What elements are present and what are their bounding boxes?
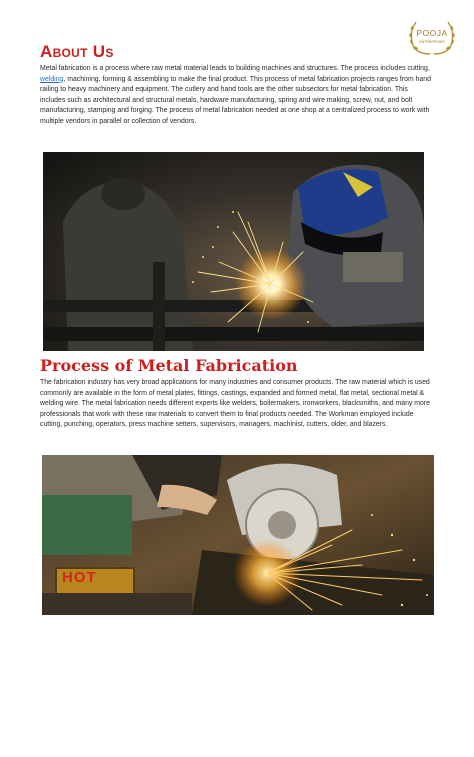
about-paragraph bbox=[40, 64, 432, 128]
about-text-end: , machining, forming & assembling to make the final product. This process of metal fabrication projects ranges from hand railing to heavy machinery and equipment. The cutlery and hand tools are the other subsectors for metal fabrication. This includes such as architectural and structural metals, hardware manufacturing, spring and wire making, screw, nut, and bolt manufacturing, stamping and forging. The process of metal fabrication needed at one shop at a centralized process to work with multiple vendors in parallel or collection of vendors. bbox=[40, 75, 431, 125]
logo-name: POOJA bbox=[416, 28, 448, 38]
hot-sign-text: HOT bbox=[62, 569, 97, 586]
about-text-start: Metal fabrication is a process where raw metal material leads to building machines and structures. The process includes cutting, bbox=[40, 65, 430, 72]
grinding-photo bbox=[42, 455, 434, 615]
about-heading: About Us bbox=[40, 42, 114, 61]
welding-photo bbox=[43, 152, 424, 351]
logo-tagline: ENTERPRISES bbox=[419, 40, 445, 44]
laurel-logo-icon bbox=[406, 16, 458, 56]
process-heading: Process of Metal Fabrication bbox=[40, 356, 298, 375]
company-logo bbox=[406, 16, 458, 56]
welding-link[interactable]: welding bbox=[40, 75, 64, 83]
process-paragraph: The fabrication industry has very broad applications for many industries and consumer products. The raw material which is used commonly are available in the form of metal plates, fittings, castings, expanded and formed metal, flat metal, sectional metal & welding wire. The metal fabrication needs different experts like welders, boilermakers, ironworkers, blacksmiths, and many more professionals that work with these raw materials to convert them to final products needed. The Workman employed include cutting, punching, operators, press machine setters, supervisors, managers, machinist, cutters, older, and blazers. bbox=[40, 379, 431, 429]
